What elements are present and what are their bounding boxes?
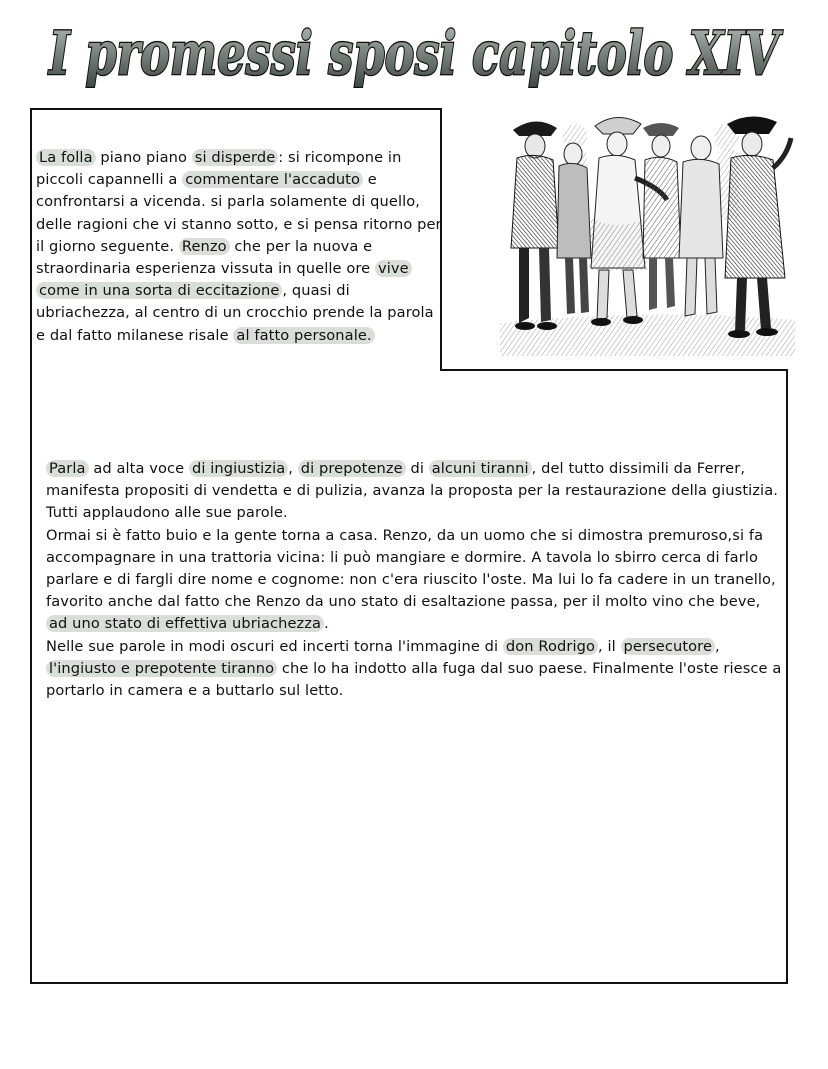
text-run: , il [598, 637, 621, 655]
highlighted-text: Parla [46, 460, 89, 477]
highlighted-text: di ingiustizia [189, 460, 288, 477]
page-title: I promessi sposi capitolo XIV [47, 19, 784, 89]
highlighted-text: vive come in una sorta di eccitazione [36, 260, 412, 299]
text-run: , [288, 460, 298, 477]
highlighted-text: si disperde [192, 149, 279, 166]
text-run: , del tutto dissimili da Ferrer, manifesta propositi di vendetta e di pulizia, avanza la proposta per la restaurazione della giustizia. Tutti applaudono alle sue parole. [46, 460, 778, 522]
text-run: Nelle sue parole in modi oscuri ed incerti torna l'immagine di [46, 637, 503, 655]
paragraph-1 [36, 147, 444, 347]
text-run: che per la nuova e straordinaria esperienza vissuta in quelle ore [36, 237, 375, 278]
text-run: che lo ha indotto alla fuga dal suo paese. Finalmente l'oste riesce a portarlo in camera e a buttarlo sul letto. [46, 659, 782, 700]
highlighted-text: persecutore [621, 638, 716, 655]
highlighted-text: La folla [36, 149, 96, 166]
highlighted-text: ad uno stato di effettiva ubriachezza [46, 615, 324, 632]
engraving-illustration [495, 108, 801, 358]
page-title-banner [0, 6, 828, 98]
text-run: e confrontarsi a vicenda. si parla solamente di quello, delle ragioni che vi stanno sotto, e si pensa ritorno per il giorno seguente. [36, 171, 442, 255]
highlighted-text: don Rodrigo [503, 638, 598, 655]
highlighted-text: Renzo [179, 238, 230, 255]
highlighted-text: alcuni tiranni [429, 460, 532, 477]
text-run: Ormai si è fatto buio e la gente torna a casa. Renzo, da un uomo che si dimostra premuroso,si fa accompagnare in una trattoria vicina: li può mangiare e dormire. A tavola lo sbirro cerca di farlo parlare e di fargli dire nome e cognome: non c'era riuscito l'oste. Ma lui lo fa cadere in un tranello, favorito anche dal fatto che Renzo da uno stato di esaltazione passa, per il molto vino che beve, [46, 526, 776, 611]
highlighted-text: commentare l'accaduto [182, 171, 363, 188]
text-run: . [324, 615, 329, 633]
text-run: piano piano [95, 149, 192, 166]
text-run: , [715, 637, 720, 655]
text-run: : si ricompone in piccoli capannelli a [36, 149, 402, 189]
text-run: di [405, 460, 429, 477]
paragraph-2 [46, 458, 786, 702]
highlighted-text: al fatto personale. [233, 327, 374, 344]
text-run: ad alta voce [88, 460, 189, 477]
highlighted-text: l'ingiusto e prepotente tiranno [46, 660, 277, 677]
page-title-art [0, 6, 828, 98]
text-run: , quasi di ubriachezza, al centro di un crocchio prende la parola e dal fatto milanese risale [36, 282, 434, 344]
highlighted-text: di prepotenze [298, 460, 406, 477]
